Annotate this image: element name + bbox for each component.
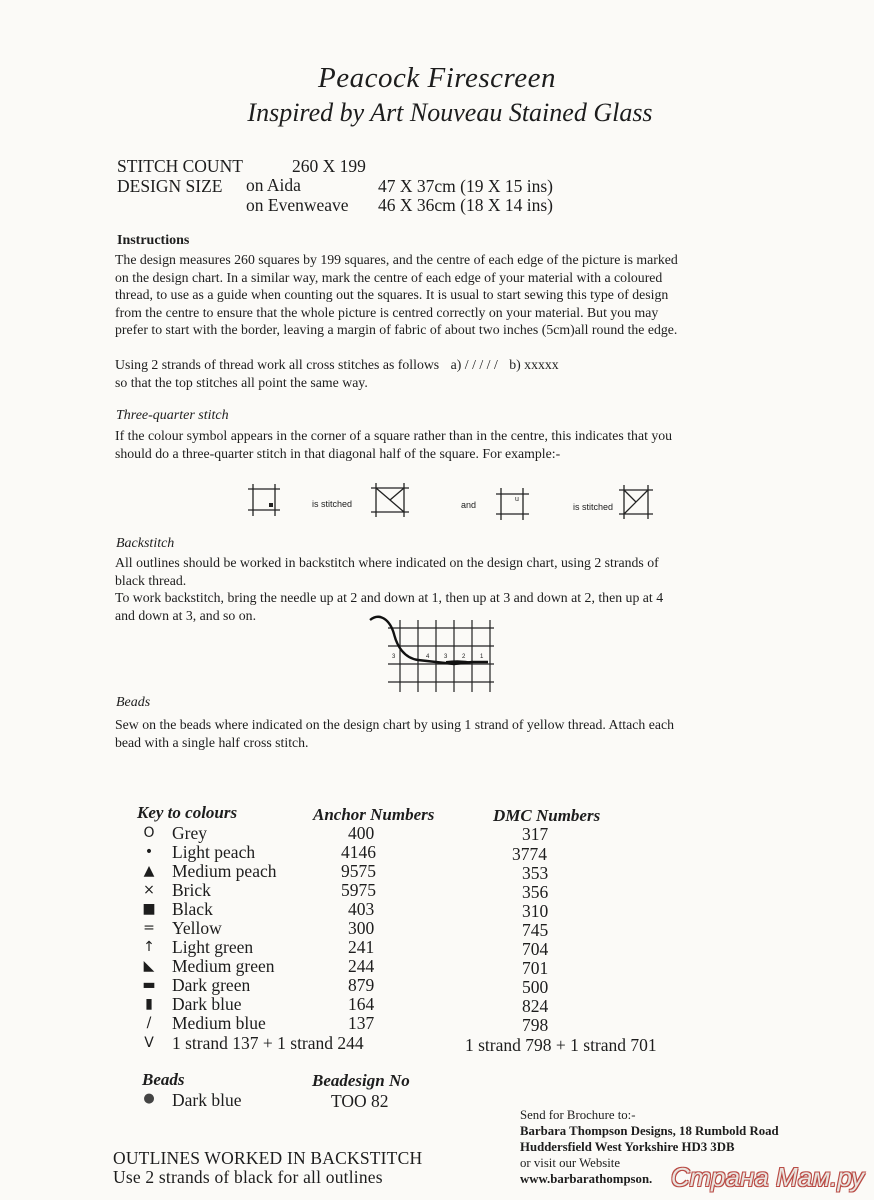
three-quarter-result-2 [618,484,658,520]
key-anchor-number: 403 [348,899,375,919]
key-dmc-number: 500 [522,977,549,997]
beads-line: bead with a single half cross stitch. [115,734,309,750]
key-colour-name: Medium green [172,956,275,976]
triangle-symbol-icon: ▲ [143,863,155,879]
outlines-text: Use 2 strands of black for all outlines [113,1167,383,1187]
strands-line-2: so that the top stitches all point the same way. [115,375,368,390]
key-dmc-header: DMC Numbers [493,806,601,825]
three-quarter-paragraph [115,427,795,462]
key-colour-name: Light peach [172,842,256,862]
strands-option-a: a) / / / / / [450,357,498,372]
stitch-count-value: 260 X 199 [292,156,366,176]
instructions-line: from the centre to ensure that the whole picture is centred correctly on your material. But you may [115,304,659,320]
beads-key-header: Beads [142,1070,185,1089]
instructions-line: prefer to start with the border, leaving a margin of fabric of about two inches (5cm)all round the edge. [115,322,678,338]
key-row [138,880,698,900]
stitched-label-2: is stitched [573,502,614,512]
beads-heading: Beads [116,695,151,710]
key-colour-name: Light green [172,937,254,957]
diagram-number: 4 [426,654,430,660]
design-size-label: DESIGN SIZE [117,176,223,196]
key-colour-name: Yellow [172,918,222,938]
three-quarter-example-grid-2 [495,486,535,522]
key-blend-dmc: 1 strand 798 + 1 strand 701 [465,1035,657,1055]
bead-number: TOO 82 [331,1091,389,1111]
wedge-symbol-icon: ◣ [143,958,155,974]
bar-symbol-icon: ▬ [142,977,156,993]
key-row [138,918,698,938]
vertical-bar-symbol-icon: ▮ [145,996,153,1012]
key-row [138,956,698,976]
key-dmc-number: 704 [522,939,549,959]
key-colour-name: Black [172,899,213,919]
key-colour-name: Grey [172,823,207,843]
key-dmc-number: 701 [522,958,549,978]
key-dmc-number: 745 [522,920,549,940]
page-subtitle: Inspired by Art Nouveau Stained Glass [247,98,653,127]
key-colour-name: Brick [172,880,211,900]
instructions-heading: Instructions [117,233,190,248]
cross-symbol-icon: × [143,882,155,898]
bead-symbol-icon: ● [143,1091,155,1106]
instructions-line: on the design chart. In a similar way, mark the centre of each edge of your material with a coloured [115,269,663,285]
key-anchor-number: 164 [348,994,375,1014]
strands-option-b: b) xxxxx [509,357,559,372]
key-dmc-number: 356 [522,882,549,902]
key-dmc-number: 798 [522,1015,549,1035]
and-label: and [461,500,477,510]
strands-text: Using 2 strands of thread work all cross stitches as follows [115,357,440,372]
design-size-value-aida: 47 X 37cm (19 X 15 ins) [378,176,553,196]
key-anchor-number: 300 [348,918,375,938]
key-blend-name: 1 strand 137 + 1 strand 244 [172,1033,364,1053]
diagram-number: 1 [480,654,484,660]
key-colours-header: Key to colours [137,803,238,822]
page-title: Peacock Firescreen [318,62,556,94]
stitch-count-label: STITCH COUNT [117,156,243,176]
key-anchor-number: 244 [348,956,375,976]
dot-symbol-icon: • [144,844,154,860]
backstitch-line: To work backstitch, bring the needle up at 2 and down at 1, then up at 3 and down at 2, then up at 4 [115,590,664,606]
slash-symbol-icon: / [146,1015,152,1031]
brochure-line: Send for Brochure to:- [520,1108,636,1122]
key-anchor-number: 5975 [341,880,376,900]
key-row [138,861,698,881]
key-colour-name: Dark blue [172,994,242,1014]
diagram-number: 3 [444,654,448,660]
key-row [138,975,698,995]
backstitch-line: All outlines should be worked in backstitch where indicated on the design chart, using 2 strands of [115,555,659,570]
brochure-website-link[interactable]: www.barbarathompson. [520,1172,653,1186]
key-row [138,937,698,957]
key-dmc-number: 3774 [512,844,547,864]
three-quarter-heading: Three-quarter stitch [116,408,229,423]
diagram-number: 3 [392,654,396,660]
beads-line: Sew on the beads where indicated on the design chart by using 1 strand of yellow thread. Attach each [115,717,674,732]
beads-paragraph [115,716,795,751]
arrow-up-symbol-icon: ↑ [143,939,155,955]
backstitch-diagram [366,612,502,696]
key-colour-name: Medium blue [172,1013,266,1033]
key-anchor-header: Anchor Numbers [313,805,435,824]
key-anchor-number: 241 [348,937,375,957]
backstitch-heading: Backstitch [116,536,175,551]
svg-text:u: u [515,496,519,503]
key-anchor-number: 4146 [341,842,376,862]
three-quarter-line: should do a three-quarter stitch in that diagonal half of the square. For example:- [115,445,561,461]
stitched-label-1: is stitched [312,499,353,509]
key-row [138,899,698,919]
instructions-line: The design measures 260 squares by 199 squares, and the centre of each edge of the picture is marked [115,252,678,267]
equals-symbol-icon: = [143,920,155,936]
bead-colour-name: Dark blue [172,1090,242,1110]
design-size-fabric-evenweave: on Evenweave [246,195,349,215]
key-row [138,823,698,843]
outlines-heading: OUTLINES WORKED IN BACKSTITCH [113,1148,423,1168]
key-anchor-number: 400 [348,823,375,843]
strands-line [115,356,559,374]
key-row [138,994,698,1014]
grey-symbol-icon: O [143,825,155,841]
key-dmc-number: 353 [522,863,549,883]
key-colour-name: Dark green [172,975,251,995]
key-row [138,842,698,862]
key-dmc-number: 310 [522,901,549,921]
backstitch-line: and down at 3, and so on. [115,607,257,623]
brochure-address-1: Barbara Thompson Designs, 18 Rumbold Road [520,1124,779,1138]
key-dmc-number: 824 [522,996,549,1016]
key-anchor-number: 137 [348,1013,375,1033]
key-anchor-number: 9575 [341,861,376,881]
beads-number-header: Beadesign No [312,1071,410,1090]
key-row [138,1013,698,1033]
design-size-value-evenweave: 46 X 36cm (18 X 14 ins) [378,195,553,215]
brochure-address-2: Huddersfield West Yorkshire HD3 3DB [520,1140,735,1154]
v-symbol-icon: V [144,1035,154,1051]
three-quarter-result-1 [370,482,410,518]
key-row-blend [138,1033,698,1053]
instructions-line: thread, to use as a guide when counting out the squares. It is usual to start sewing this type of design [115,287,669,303]
diagram-number: 2 [462,654,466,660]
three-quarter-line: If the colour symbol appears in the corner of a square rather than in the centre, this indicates that you [115,428,673,443]
beads-key-row [138,1090,438,1110]
instructions-paragraph [115,251,795,339]
key-colour-name: Medium peach [172,861,277,881]
key-anchor-number: 879 [348,975,375,995]
key-dmc-number: 317 [522,824,549,844]
brochure-line: or visit our Website [520,1156,621,1170]
three-quarter-example-grid-1 [244,482,284,518]
site-watermark: Страна Мам.ру [670,1162,864,1192]
square-symbol-icon: ■ [142,901,156,917]
design-size-fabric-aida: on Aida [246,175,301,195]
backstitch-line: black thread. [115,572,187,588]
